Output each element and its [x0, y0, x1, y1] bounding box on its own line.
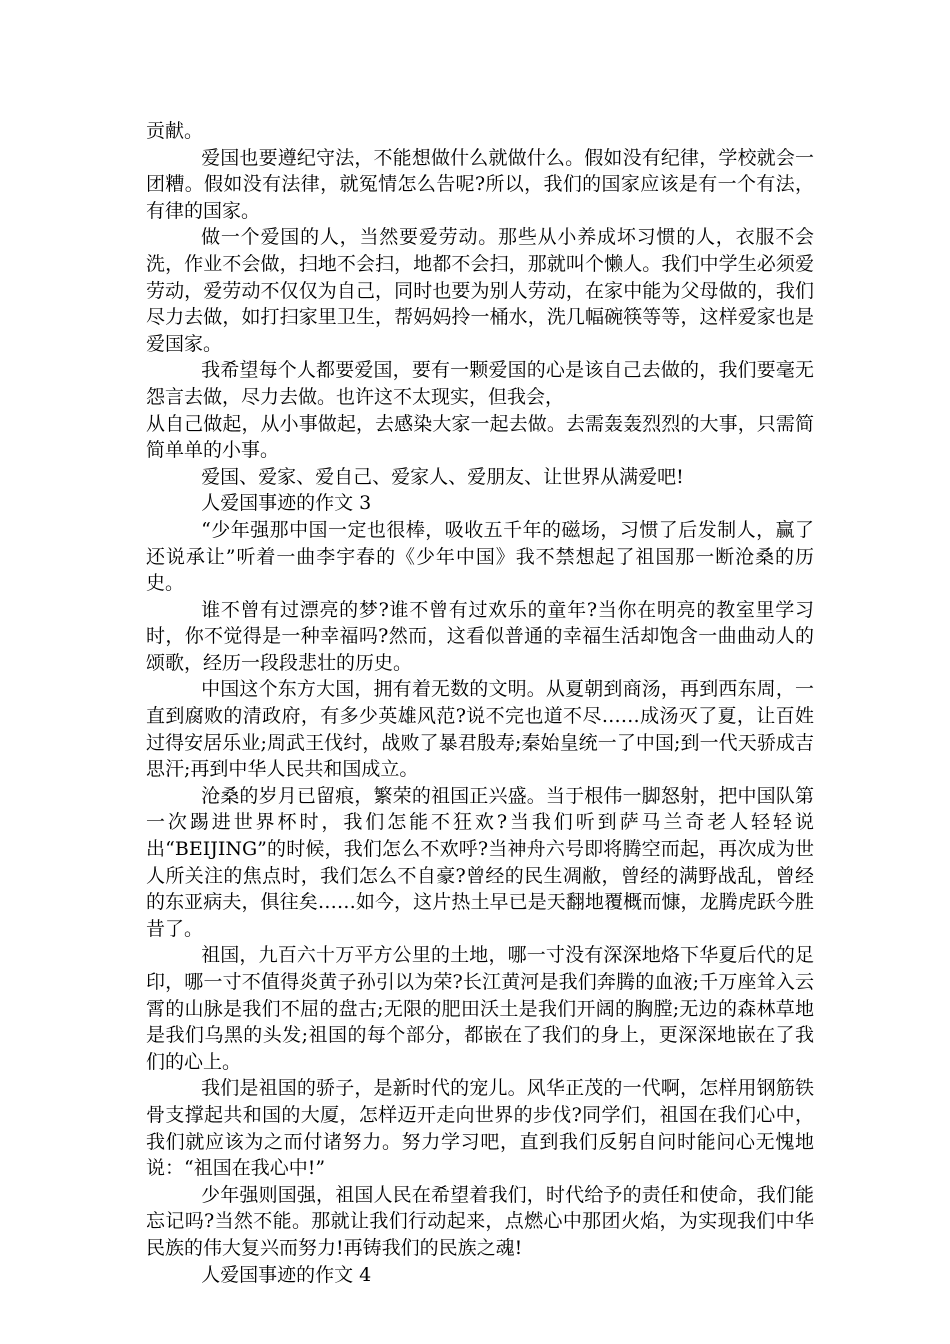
- paragraph-hope-continued: 从自己做起，从小事做起，去感染大家一起去做。去需轰轰烈烈的大事，只需简简单单的小事。: [146, 412, 814, 462]
- paragraph-dream: 谁不曾有过漂亮的梦?谁不曾有过欢乐的童年?当你在明亮的教室里学习时，你不觉得是一种幸福吗?然而，这看似普通的幸福生活却饱含一曲曲动人的颂歌，经历一段段悲壮的历史。: [146, 598, 814, 674]
- paragraph-law: 爱国也要遵纪守法，不能想做什么就做什么。假如没有纪律，学校就会一团糟。假如没有法律，就冤情怎么告呢?所以，我们的国家应该是有一个有法，有律的国家。: [146, 146, 814, 222]
- paragraph-new-generation: 我们是祖国的骄子，是新时代的宠儿。风华正茂的一代啊，怎样用钢筋铁骨支撑起共和国的大厦，怎样迈开走向世界的步伐?同学们，祖国在我们心中，我们就应该为之而付诸努力。努力学习吧，直到我们反躬自问时能问心无愧地说：“祖国在我心中!”: [146, 1077, 814, 1180]
- paragraph-continuation: 贡献。: [146, 120, 204, 142]
- paragraph-history: 中国这个东方大国，拥有着无数的文明。从夏朝到商汤，再到西东周，一直到腐败的清政府，有多少英雄风范?说不完也道不尽……成汤灭了夏，让百姓过得安居乐业;周武王伐纣，战败了暴君殷寿;秦始皇统一了中国;到一代天骄成吉思汗;再到中华人民共和国成立。: [146, 678, 814, 781]
- paragraph-strong-youth: 少年强则国强，祖国人民在希望着我们，时代给予的责任和使命，我们能忘记吗?当然不能。那就让我们行动起来，点燃心中那团火焰，为实现我们中华民族的伟大复兴而努力!再铸我们的民族之魂!: [146, 1183, 814, 1259]
- paragraph-hope: 我希望每个人都要爱国，要有一颗爱国的心是该自己去做的，我们要毫无怨言去做，尽力去做。也许这不太现实，但我会，: [146, 359, 814, 408]
- paragraph-young-china: “少年强那中国一定也很棒，吸收五千年的磁场，习惯了后发制人，赢了还说承让”听着一曲李宇春的《少年中国》我不禁想起了祖国那一断沧桑的历史。: [146, 518, 814, 595]
- paragraph-prosperity: 沧桑的岁月已留痕，繁荣的祖国正兴盛。当于根伟一脚怒射，把中国队第一次踢进世界杯时，我们怎能不狂欢?当我们听到萨马兰奇老人轻轻说出“BEIJING”的时候，我们怎么不欢呼?当神舟六号即将腾空而起，再次成为世人所关注的焦点时，我们怎么不自豪?曾经的民生凋敝，曾经的满野战乱，曾经的东亚病夫，俱往矣……如今，这片热土早已是天翻地覆概而慷，龙腾虎跃今胜昔了。: [146, 784, 814, 940]
- article-body: [146, 118, 814, 1288]
- essay-heading-3: 人爱国事迹的作文 3: [201, 492, 372, 515]
- essay-heading-4: 人爱国事迹的作文 4: [201, 1263, 372, 1286]
- paragraph-labor: 做一个爱国的人，当然要爱劳动。那些从小养成坏习惯的人，衣服不会洗，作业不会做，扫地不会扫，地都不会扫，那就叫个懒人。我们中学生必须爱劳动，爱劳动不仅仅为自己，同时也要为别人劳动，在家中能为父母做的，我们尽力去做，如打扫家里卫生，帮妈妈拎一桶水，洗几幅碗筷等等，这样爱家也是爱国家。: [146, 226, 814, 355]
- paragraph-land: 祖国，九百六十万平方公里的土地，哪一寸没有深深地烙下华夏后代的足印，哪一寸不值得炎黄子孙引以为荣?长江黄河是我们奔腾的血液;千万座耸入云霄的山脉是我们不屈的盘古;无限的肥田沃土是我们开阔的胸膛;无边的森林草地是我们乌黑的头发;祖国的每个部分，都嵌在了我们的身上，更深深地嵌在了我们的心上。: [146, 944, 814, 1073]
- paragraph-love-all: 爱国、爱家、爱自己、爱家人、爱朋友、让世界从满爱吧!: [201, 465, 684, 488]
